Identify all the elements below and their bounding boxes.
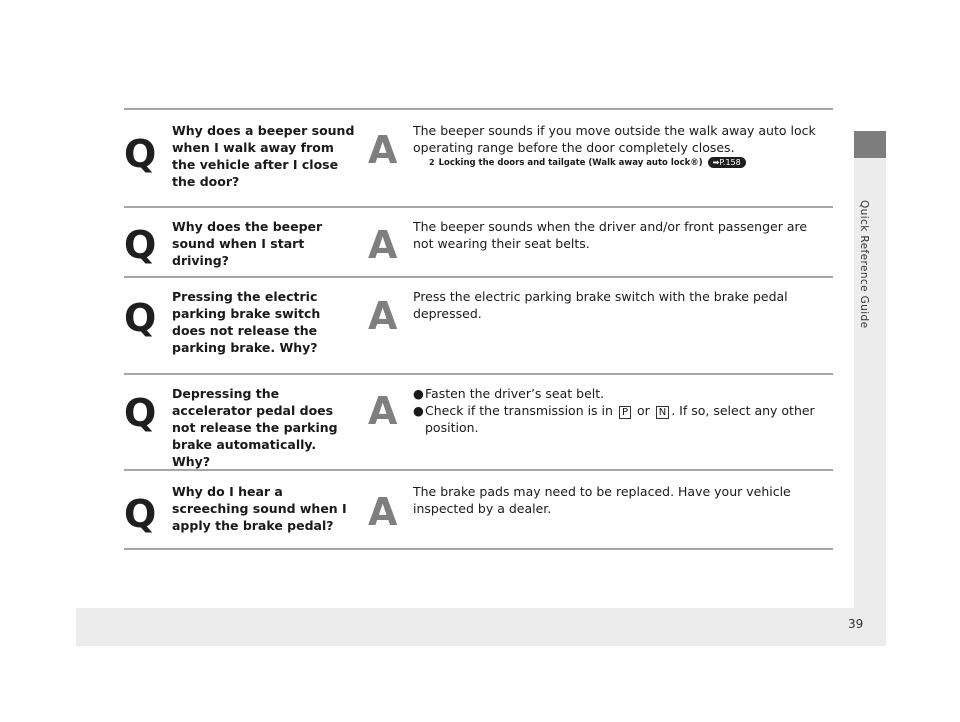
question-icon: Q — [124, 296, 157, 340]
page-number: 39 — [848, 617, 864, 631]
question-icon: Q — [124, 132, 157, 176]
footer-band — [76, 608, 886, 646]
question-text: Depressing the accelerator pedal does not release the parking brake automatically. Why? — [172, 386, 338, 469]
arrow-icon: ➡ — [712, 158, 720, 167]
qa-row-driving-beeper — [124, 208, 833, 276]
bullet-text: Check if the transmission is in — [425, 403, 613, 418]
question-text: Why does the beeper sound when I start driving? — [172, 219, 323, 268]
answer-text — [413, 122, 828, 169]
bullet-text: . If so, select any other position. — [425, 403, 815, 435]
gear-n-indicator: N — [656, 406, 669, 419]
bullet-icon: ● — [413, 403, 424, 418]
question-text: Pressing the electric parking brake switch does not release the parking brake. Why? — [172, 289, 321, 355]
divider — [124, 548, 833, 550]
answer-text: The beeper sounds when the driver and/or front passenger are not wearing their seat belts. — [413, 219, 808, 251]
question-icon: Q — [124, 391, 157, 435]
gear-p-indicator: P — [619, 406, 631, 419]
bullet-item — [413, 385, 828, 402]
qa-row-accelerator-release — [124, 375, 833, 469]
side-tab-marker — [854, 131, 886, 158]
question-icon: Q — [124, 223, 157, 267]
answer-icon: A — [368, 490, 398, 534]
answer-text: Press the electric parking brake switch with the brake pedal depressed. — [413, 289, 788, 321]
qa-row-parking-brake-switch — [124, 278, 833, 373]
side-tab-label: Quick Reference Guide — [858, 200, 870, 329]
bullet-text: Fasten the driver’s seat belt. — [425, 386, 605, 401]
answer-bullet-list — [413, 385, 828, 436]
answer-icon: A — [368, 128, 398, 172]
page-reference-link[interactable] — [708, 157, 746, 168]
qa-row-walk-away-beeper — [124, 110, 833, 206]
bullet-item — [413, 402, 828, 436]
question-text: Why do I hear a screeching sound when I apply the brake pedal? — [172, 484, 347, 533]
page-reference-number: P.158 — [719, 158, 741, 167]
question-text: Why does a beeper sound when I walk away from the vehicle after I close the door? — [172, 123, 355, 189]
reference-text: Locking the doors and tailgate (Walk away auto lock®) — [438, 158, 703, 168]
answer-icon: A — [368, 389, 398, 433]
bullet-icon: ● — [413, 386, 424, 401]
bullet-text: or — [636, 403, 650, 418]
cross-reference — [429, 157, 828, 169]
question-icon: Q — [124, 492, 157, 536]
answer-icon: A — [368, 223, 398, 267]
qa-row-brake-screech — [124, 471, 833, 548]
answer-body: The beeper sounds if you move outside the walk away auto lock operating range before the door completely closes. — [413, 123, 816, 155]
qa-table — [124, 108, 833, 550]
reference-icon: 2 — [429, 158, 435, 167]
answer-text: The brake pads may need to be replaced. Have your vehicle inspected by a dealer. — [413, 484, 791, 516]
answer-icon: A — [368, 294, 398, 338]
